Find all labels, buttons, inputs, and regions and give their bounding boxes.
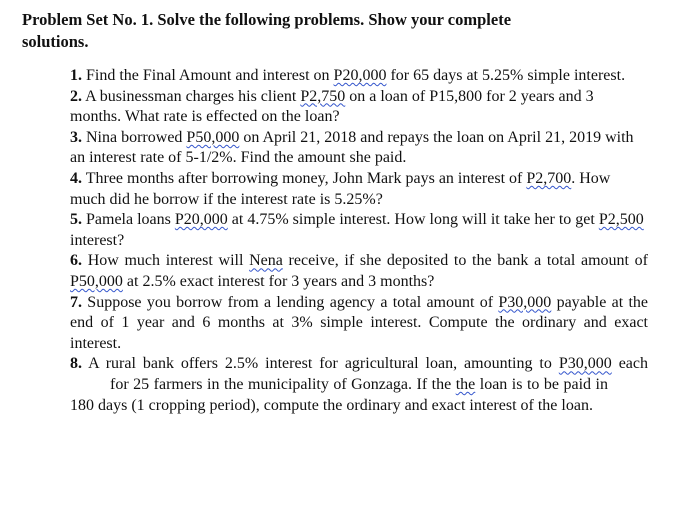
problem-2: 2. A businessman charges his client P2,750 on a loan of P15,800 for 2 years and 3 months. What rate is effected on the loan? bbox=[70, 87, 594, 126]
problem-2-number: 2. bbox=[70, 87, 82, 105]
problem-6: 6. How much interest will Nena receive, if she deposited to the bank a total amount of P50,000 at 2.5% exact interest for 3 years and 3 months? bbox=[70, 252, 648, 290]
problem-5-amount-2: P2,500 bbox=[598, 211, 644, 229]
problem-5: 5. Pamela loans P20,000 at 4.75% simple interest. How long will it take her to get P2,500 interest? bbox=[70, 211, 644, 249]
problem-5-amount: P20,000 bbox=[174, 211, 228, 229]
problem-5-number: 5. bbox=[70, 211, 82, 229]
problem-6-number: 6. bbox=[70, 252, 82, 270]
problem-6-amount: P50,000 bbox=[70, 272, 123, 290]
problem-4-amount: P2,700 bbox=[526, 169, 572, 187]
problem-6-name: Nena bbox=[249, 252, 283, 270]
problem-1-amount: P20,000 bbox=[333, 67, 387, 84]
problem-3: 3. Nina borrowed P50,000 on April 21, 2018 and repays the loan on April 21, 2019 with an interest rate of 5-1/2%. Find the amount she paid. bbox=[70, 128, 634, 167]
problem-8-amount: P30,000 bbox=[558, 355, 612, 373]
problem-8-number: 8. bbox=[70, 355, 82, 373]
heading-line-1: Problem Set No. 1. Solve the following problems. Show your complete bbox=[22, 10, 512, 29]
problem-4-number: 4. bbox=[70, 169, 82, 187]
problem-8-repeated-word: the bbox=[455, 375, 476, 393]
problem-1: 1. Find the Final Amount and interest on P20,000 for 65 days at 5.25% simple interest. bbox=[70, 67, 626, 84]
problem-3-number: 3. bbox=[70, 128, 82, 146]
problem-set-heading bbox=[22, 9, 662, 53]
problem-1-number: 1. bbox=[70, 67, 82, 84]
problem-7-number: 7. bbox=[70, 293, 82, 311]
problem-list bbox=[70, 66, 648, 416]
problem-7: 7. Suppose you borrow from a lending agency a total amount of P30,000 payable at the end of 1 year and 6 months at 3% simple interest. Compute the ordinary and exact interest. bbox=[70, 293, 648, 352]
problem-7-amount: P30,000 bbox=[498, 293, 552, 311]
problem-2-amount: P2,750 bbox=[300, 87, 346, 105]
problem-8: 8. A rural bank offers 2.5% interest for agricultural loan, amounting to P30,000 eachfor 25 farmers in the municipality of Gonzaga. If the the loan is to be paid in180 days (1 cropping period), compute the ordinary and exact interest of the loan. bbox=[70, 355, 648, 414]
problem-4: 4. Three months after borrowing money, John Mark pays an interest of P2,700. How much did he borrow if the interest rate is 5.25%? bbox=[70, 169, 611, 208]
heading-line-2: solutions. bbox=[22, 32, 89, 51]
problem-3-amount: P50,000 bbox=[186, 128, 240, 146]
